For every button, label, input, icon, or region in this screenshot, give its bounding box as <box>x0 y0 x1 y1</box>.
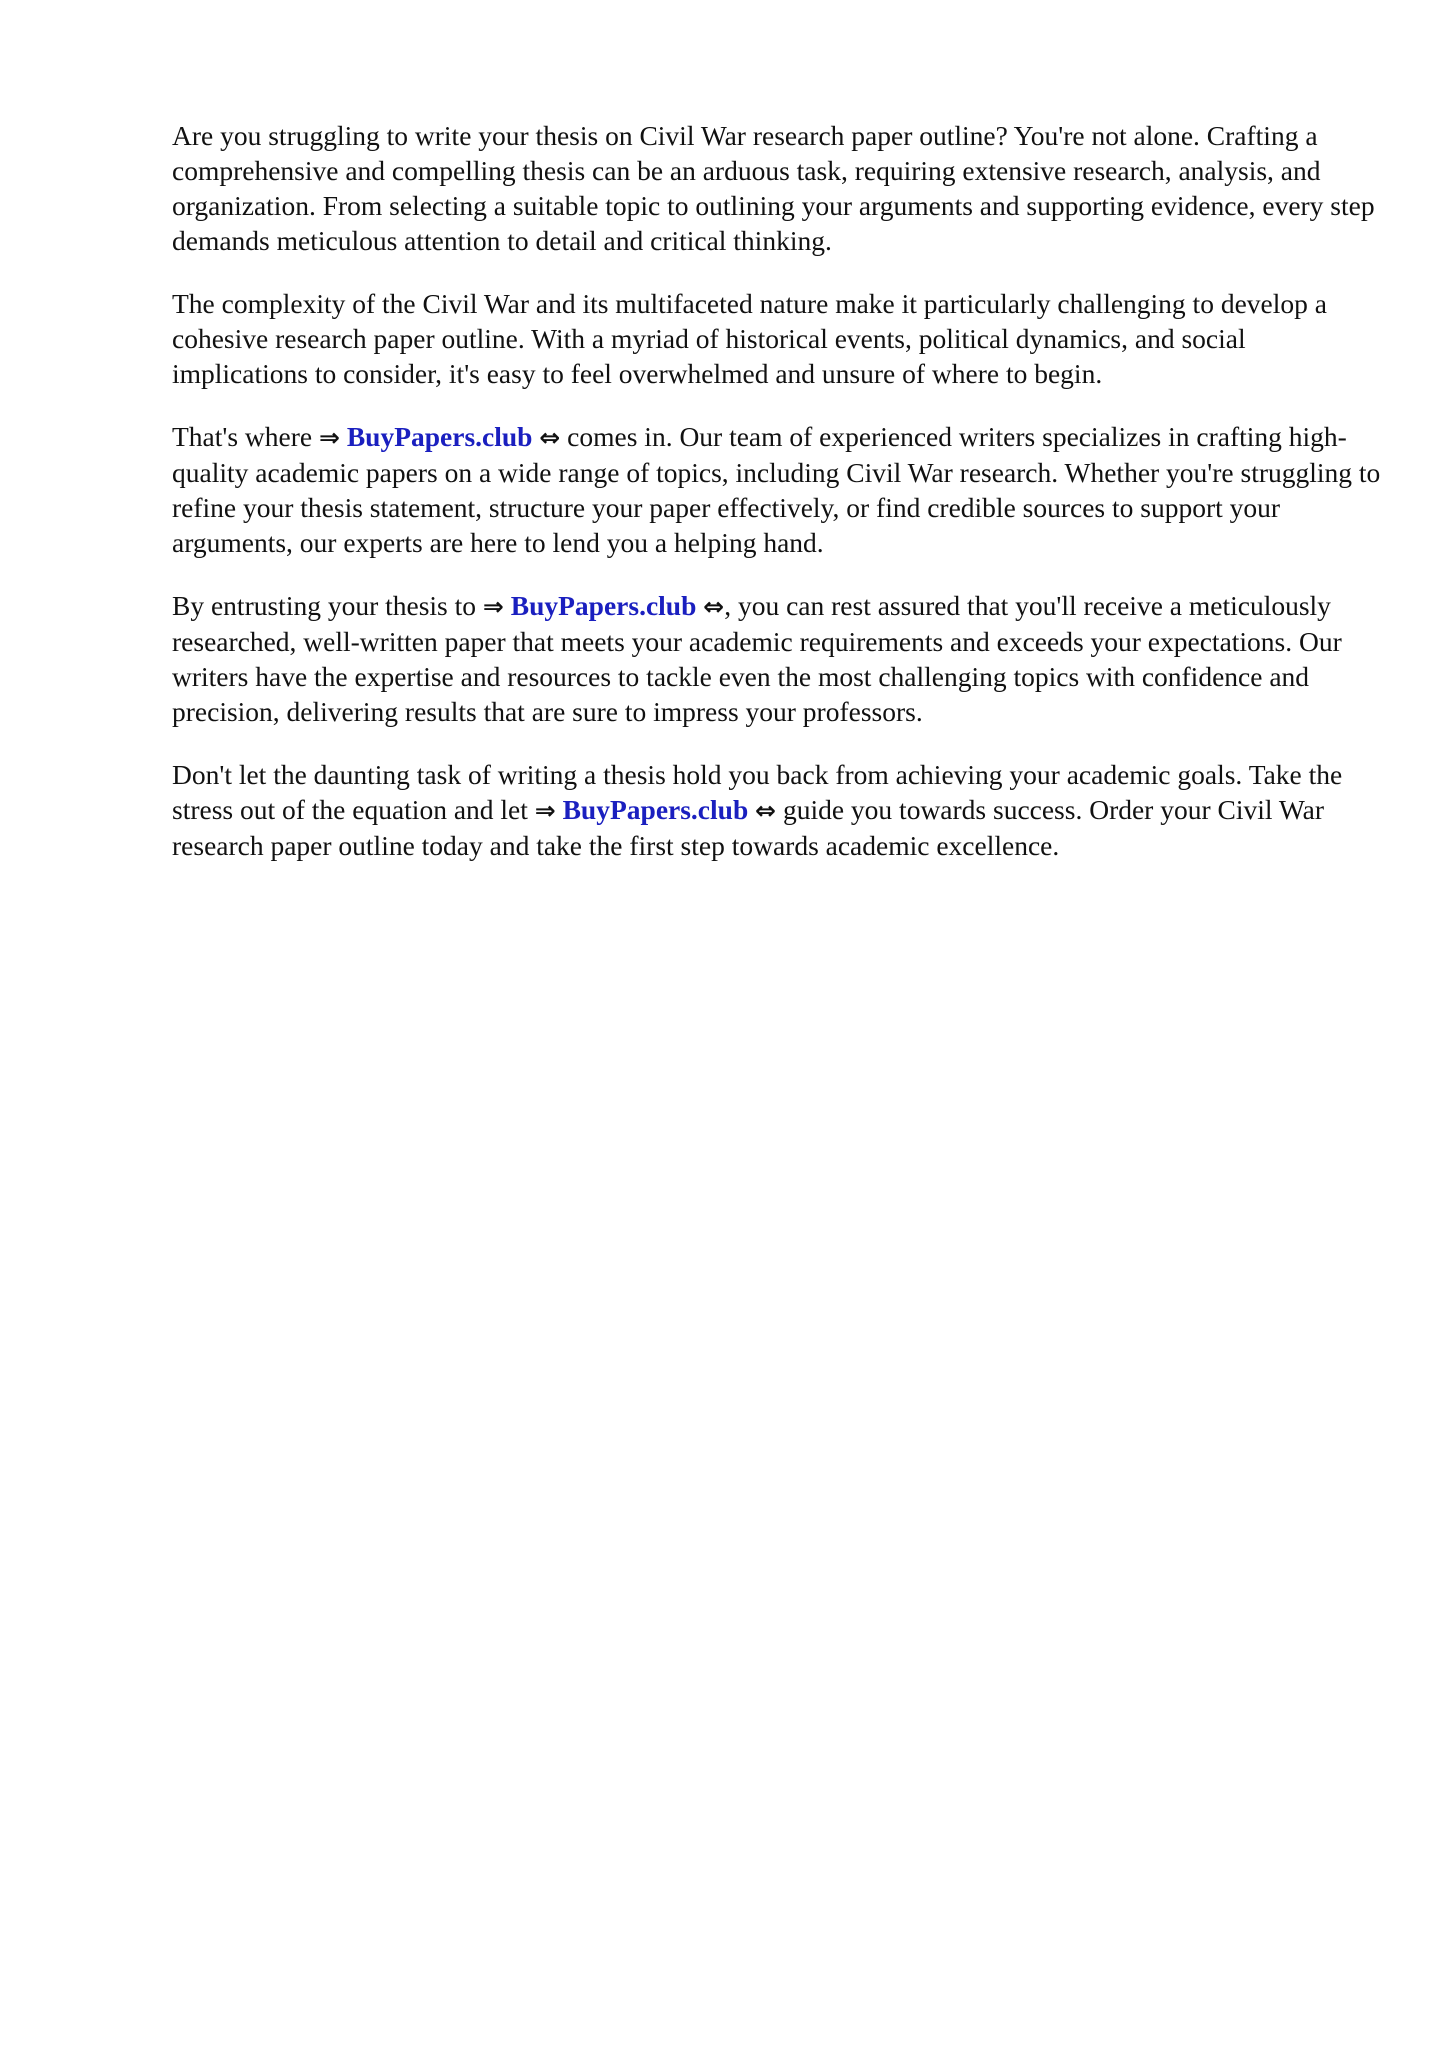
right-double-arrow-icon: ⇒ <box>482 592 504 621</box>
paragraph-text: Are you struggling to write your thesis on Civil War research paper outline? You're not alone. Crafting a comprehensive and compelling thesis can be an arduous task, requiring extensive research, analysis, and organization. From selecting a suitable topic to outlining your arguments and supporting evidence, every step demands meticulous attention to detail and critical thinking. <box>172 120 1375 256</box>
paragraph-intro <box>172 118 1382 258</box>
right-double-arrow-icon: ⇒ <box>534 796 556 825</box>
paragraph-text: The complexity of the Civil War and its multifaceted nature make it particularly challenging to develop a cohesive research paper outline. With a myriad of historical events, political dynamics, and social implications to consider, it's easy to feel overwhelmed and unsure of where to begin. <box>172 288 1327 389</box>
document-body <box>172 118 1382 891</box>
paragraph-text: By entrusting your thesis to <box>172 590 483 621</box>
paragraph-text: That's where <box>172 421 319 452</box>
left-right-double-arrow-icon: ⇔ <box>755 796 777 825</box>
left-right-double-arrow-icon: ⇔ <box>539 423 561 452</box>
buypapers-link[interactable]: BuyPapers.club <box>510 590 697 621</box>
paragraph-closing <box>172 757 1382 863</box>
paragraph-text: , you can rest assured that you'll receive a meticulously researched, well-written paper that meets your academic requirements and exceeds your expectations. Our writers have the expertise and resources to tackle even the most challenging topics with confidence and precision, delivering results that are sure to impress your professors. <box>172 590 1342 727</box>
paragraph-entrusting <box>172 588 1382 729</box>
right-double-arrow-icon: ⇒ <box>318 423 340 452</box>
paragraph-service <box>172 419 1382 560</box>
paragraph-text: Don't let the daunting task of writing a thesis hold you back from achieving your academic goals. Take the stress out of the equation and let <box>172 759 1343 825</box>
left-right-double-arrow-icon: ⇔ <box>703 592 725 621</box>
buypapers-link[interactable]: BuyPapers.club <box>562 794 749 825</box>
paragraph-text: comes in. Our team of experienced writers specializes in crafting high-quality academic papers on a wide range of topics, including Civil War research. Whether you're struggling to refine your thesis statement, structure your paper effectively, or find credible sources to support your arguments, our experts are here to lend you a helping hand. <box>172 421 1381 558</box>
paragraph-text: guide you towards success. Order your Civil War research paper outline today and take the first step towards academic excellence. <box>172 794 1325 861</box>
paragraph-complexity <box>172 286 1382 391</box>
buypapers-link[interactable]: BuyPapers.club <box>346 421 533 452</box>
